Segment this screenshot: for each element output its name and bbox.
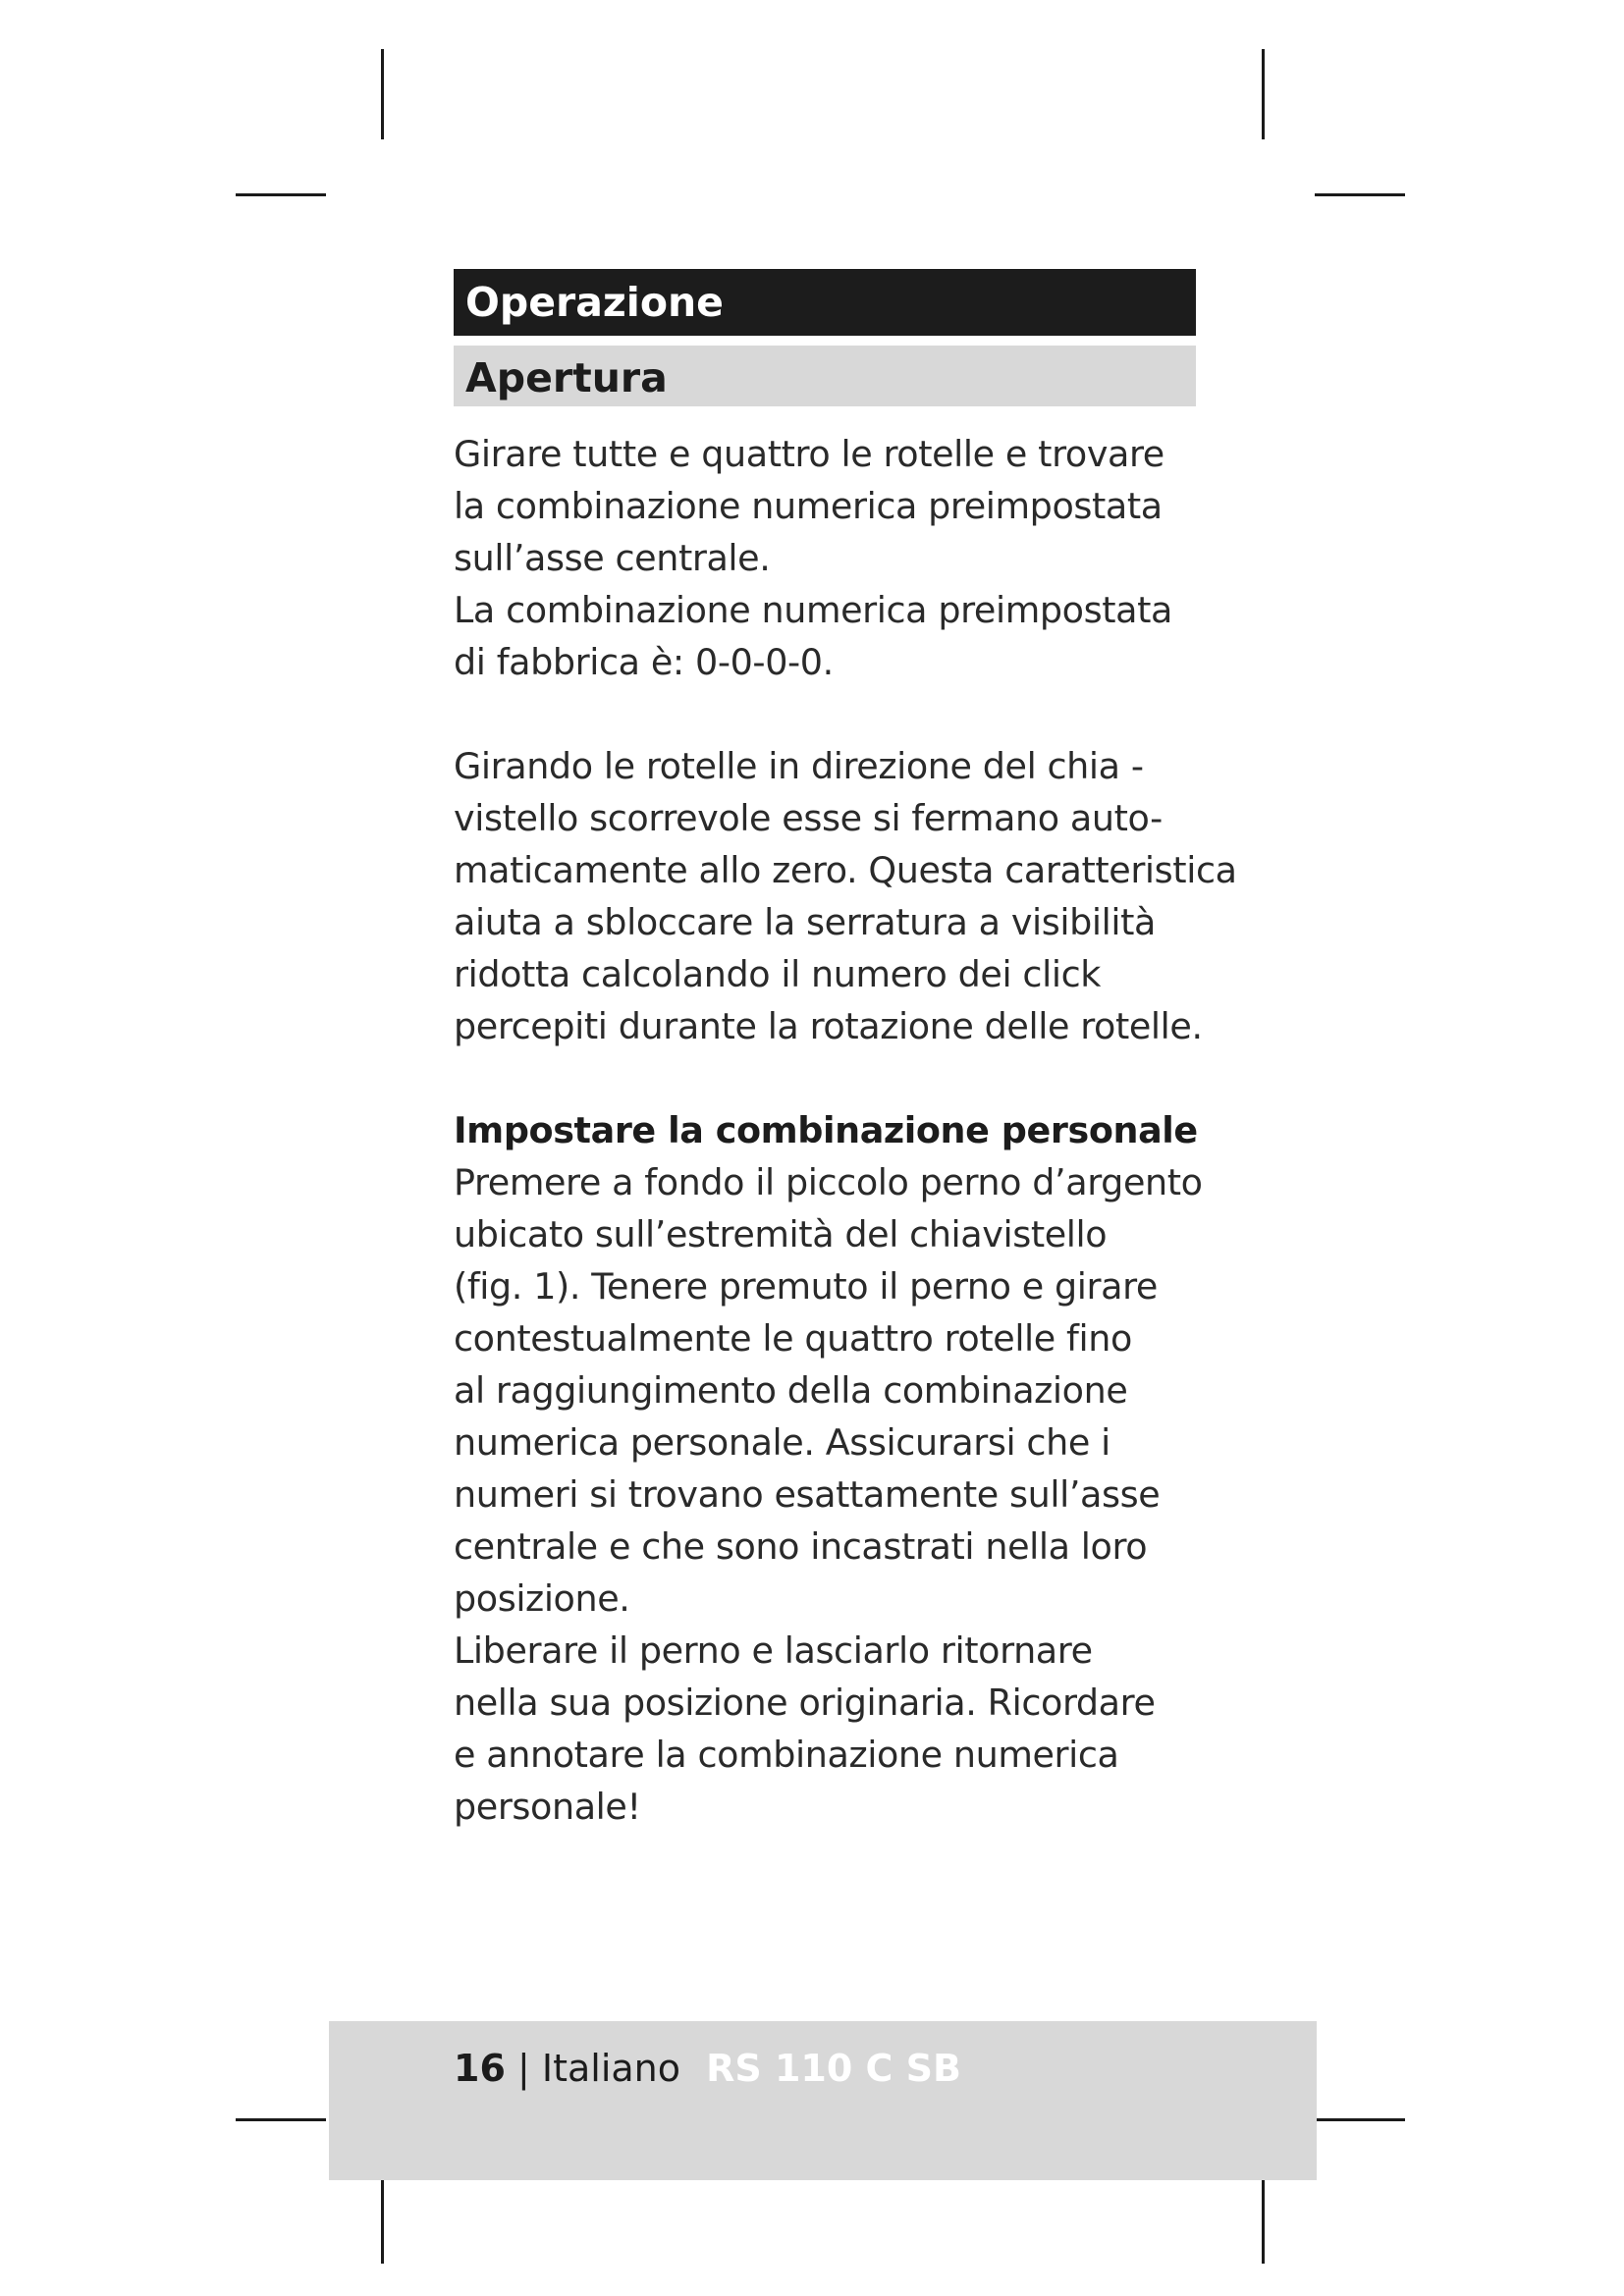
text-line: ubicato sull’estremità del chiavistello [454,1213,1108,1255]
text-line: ridotta calcolando il numero dei click [454,953,1101,995]
paragraph-opening [454,428,1196,688]
text-line: (fig. 1). Tenere premuto il perno e girare [454,1265,1158,1308]
text-line: numerica personale. Assicurarsi che i [454,1421,1110,1464]
footer-separator: | [516,2047,530,2090]
crop-mark-bottom-left-vertical [381,2173,384,2264]
subsection-heading: Impostare la combinazione personale [454,1109,1198,1151]
crop-mark-top-left-horizontal [236,193,326,196]
text-line: di fabbrica è: 0-0-0-0. [454,641,834,683]
text-line: vistello scorrevole esse si fermano auto- [454,797,1163,839]
text-line: La combinazione numerica preimpostata [454,589,1172,631]
paragraph-personal-combination [454,1104,1203,1833]
page-footer [329,2021,1317,2180]
page-number: 16 [454,2047,506,2090]
text-line: numeri si trovano esattamente sull’asse [454,1473,1161,1516]
crop-mark-bottom-right-horizontal [1315,2118,1405,2121]
text-line: nella sua posizione originaria. Ricordare [454,1682,1156,1724]
text-line: sull’asse centrale. [454,537,771,579]
text-line: la combinazione numerica preimpostata [454,485,1163,527]
section-subtitle: Apertura [454,346,1196,406]
crop-mark-bottom-right-vertical [1262,2173,1265,2264]
crop-mark-top-left-vertical [381,49,384,139]
text-line: Premere a fondo il piccolo perno d’argento [454,1161,1203,1203]
crop-mark-top-right-vertical [1262,49,1265,139]
text-line: al raggiungimento della combinazione [454,1369,1128,1412]
text-line: percepiti durante la rotazione delle rotelle. [454,1005,1203,1047]
text-line: aiuta a sbloccare la serratura a visibilità [454,901,1156,943]
text-line: Girare tutte e quattro le rotelle e trovare [454,433,1164,475]
text-line: Girando le rotelle in direzione del chia - [454,745,1144,787]
footer-text [454,2039,961,2098]
page-content [454,269,1237,1833]
text-line: Liberare il perno e lasciarlo ritornare [454,1629,1093,1672]
text-line: posizione. [454,1577,630,1620]
text-line: centrale e che sono incastrati nella loro [454,1525,1148,1568]
footer-model: RS 110 C SB [706,2047,961,2090]
text-line: contestualmente le quattro rotelle fino [454,1317,1132,1360]
section-title: Operazione [454,269,1196,336]
text-line: e annotare la combinazione numerica [454,1734,1119,1776]
text-line: personale! [454,1786,641,1828]
crop-mark-top-right-horizontal [1315,193,1405,196]
crop-mark-bottom-left-horizontal [236,2118,326,2121]
paragraph-rotation [454,740,1237,1052]
footer-language: Italiano [541,2047,681,2090]
text-line: maticamente allo zero. Questa caratteristica [454,849,1237,891]
